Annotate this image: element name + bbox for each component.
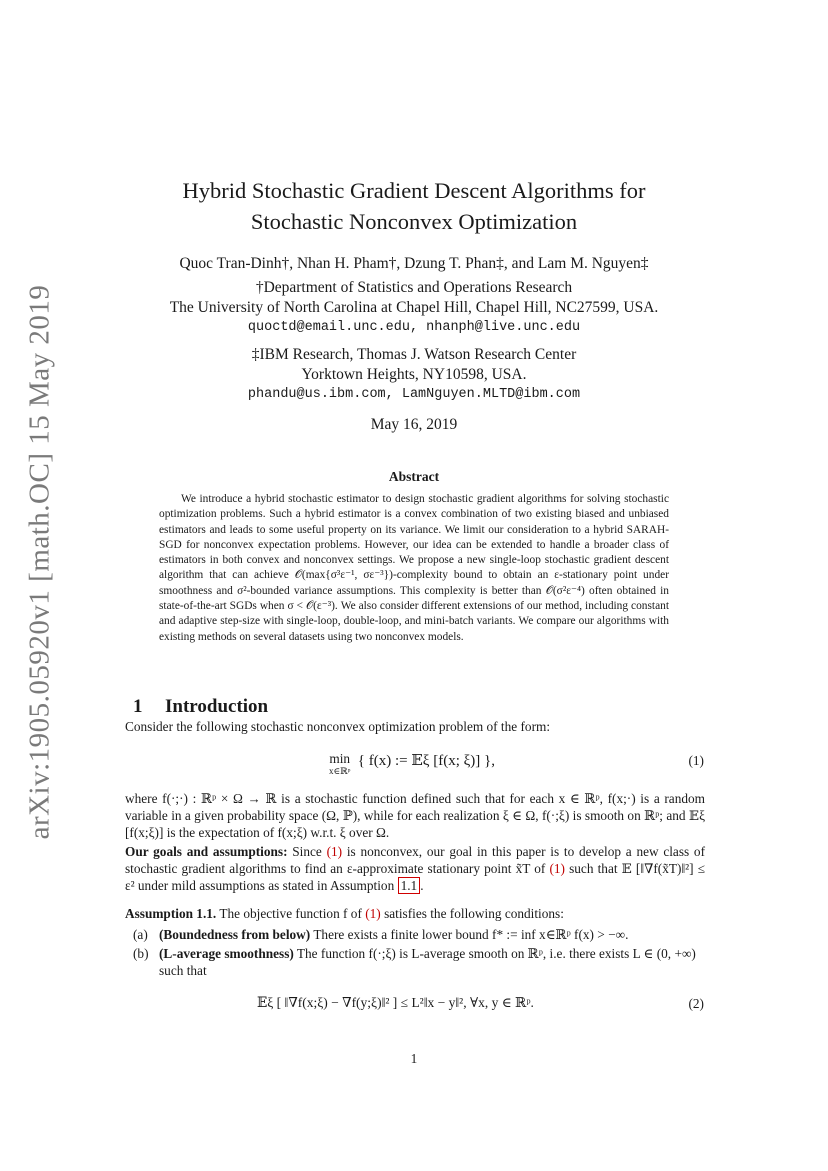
section-heading [133,696,268,718]
affiliation-2-org: ‡IBM Research, Thomas J. Watson Research Center [251,346,577,363]
intro-sentence [125,718,705,735]
date: May 16, 2019 [370,416,458,433]
affiliation-1 [0,278,828,338]
goals-label: Our goals and assumptions: [125,844,288,859]
item-b-bold: (L-average smoothness) [159,946,294,961]
assumption-item-a [133,926,705,943]
affiliation-2-city: Yorktown Heights, NY10598, USA. [301,366,527,383]
title-line-1: Hybrid Stochastic Gradient Descent Algorithms for [182,178,646,203]
abstract-heading: Abstract [388,469,440,484]
section-number: 1 [133,696,143,717]
title-line-2: Stochastic Nonconvex Optimization [250,209,578,234]
eq1-sub: x∈ℝᵖ [329,766,351,776]
goals-ref-1[interactable]: (1) [326,844,343,859]
goals-text-4: . [420,878,424,894]
abstract-body [159,492,669,645]
item-a-text: There exists a finite lower bound f* := inf x∈ℝᵖ f(x) > −∞. [313,927,629,942]
assumption-label: Assumption 1.1. [125,906,217,921]
equation-1-number: (1) [688,753,704,768]
equation-2: 𝔼ξ [ ‖∇f(x;ξ) − ∇f(y;ξ)‖² ] ≤ L²‖x − y‖², ∀x, y ∈ ℝᵖ. [257,995,534,1010]
arxiv-stamp-text: arXiv:1905.05920v1 [math.OC] 15 May 2019 [23,284,56,840]
goals-paragraph [125,843,705,895]
abstract-text: We introduce a hybrid stochastic estimator to design stochastic gradient algorithms for solving stochastic optimization problems. Such a hybrid estimator is a convex combination of two existing biased and unbiased estimators and leads to some useful property on its variance. We limit our consideration to a hybrid SARAH-SGD for nonconvex expectation problems. However, our idea can be extended to handle a broader class of estimators in both convex and nonconvex settings. We propose a new single-loop stochastic gradient descent algorithm that can achieve 𝒪(max{σ³ε⁻¹, σε⁻³})-complexity bound to obtain an ε-stationary point under smoothness and σ²-bounded variance assumptions. This complexity is better than 𝒪(σ²ε⁻⁴) often obtained in state-of-the-art SGDs when σ < 𝒪(ε⁻³). We also consider different extensions of our method, including constant and adaptive step-size with single-loop, double-loop, and mini-batch variants. We compare our algorithms with existing methods on several datasets using two nonconvex models. [159,493,669,643]
equation-1 [329,751,495,776]
section-title: Introduction [165,696,269,717]
affiliation-2 [0,345,828,405]
eq1-body: { f(x) := 𝔼ξ [f(x; ξ)] }, [357,753,495,769]
item-b-label: (b) [133,946,149,961]
eq1-min: min [329,751,351,766]
assumption-text-1: The objective function f of [219,906,362,921]
intro-sentence-text: Consider the following stochastic nonconvex optimization problem of the form: [125,719,551,734]
assumption-heading [125,905,705,922]
paper-title [0,175,828,237]
goals-ref-2[interactable]: (1) [549,861,565,877]
affiliation-1-univ: The University of North Carolina at Chapel Hill, Chapel Hill, NC27599, USA. [169,299,659,316]
goals-ref-3[interactable]: 1.1 [398,877,421,894]
goals-text-2: is nonconvex, our goal in this paper is to develop a new class of stochastic gradient algorithms to find an ε-approximate stationary point x̃T of [125,844,706,877]
page-number: 1 [410,1051,418,1066]
authors: Quoc Tran-Dinh†, Nhan H. Pham†, Dzung T. Phan‡, and Lam M. Nguyen‡ [179,255,649,272]
assumption-text-2: satisfies the following conditions: [384,906,564,921]
equation-2-number: (2) [688,996,704,1011]
assumption-ref[interactable]: (1) [365,906,381,921]
affiliation-1-dept: †Department of Statistics and Operations Research [255,279,573,296]
assumption-item-b [133,945,705,979]
item-b-text: The function f(·;ξ) is L-average smooth on ℝᵖ, i.e. there exists L ∈ (0, +∞) such that [159,946,696,979]
eq1-min-block [329,751,350,776]
item-a-label: (a) [133,927,148,942]
affiliation-2-emails: phandu@us.ibm.com, LamNguyen.MLTD@ibm.com [247,387,581,402]
where-text: where f(·;·) : ℝᵖ × Ω → ℝ is a stochastic function defined such that for each x ∈ ℝᵖ, f(x;·) is a random variable in a given probability space (Ω, ℙ), while for each realization ξ ∈ Ω, f(·;ξ) is smooth on ℝᵖ; and 𝔼ξ [f(x;ξ)] is the expectation of f(x;ξ) w.r.t. ξ over Ω. [125,791,705,841]
goals-text-1: Since [292,844,322,859]
item-a-bold: (Boundedness from below) [159,927,311,942]
goals-text-3: such that 𝔼 [‖∇f(x̃T)‖²] ≤ ε² under mild assumptions as stated in Assumption [125,861,706,894]
where-paragraph [125,790,705,842]
affiliation-1-emails: quoctd@email.unc.edu, nhanph@live.unc.edu [247,320,581,335]
